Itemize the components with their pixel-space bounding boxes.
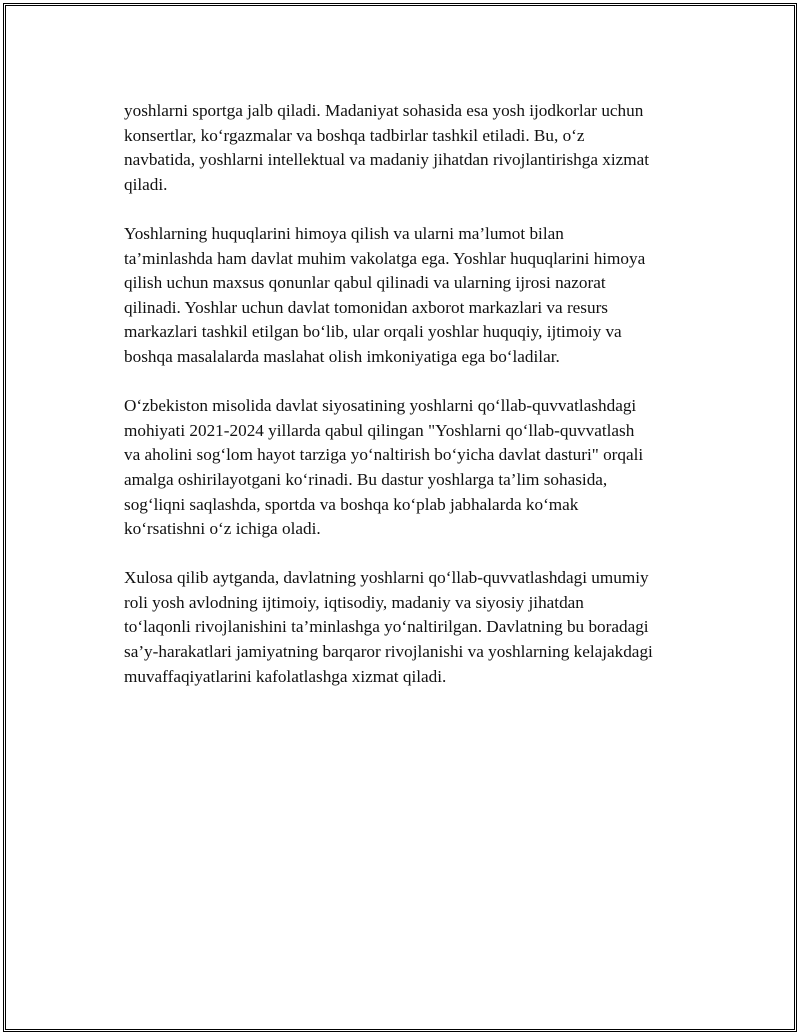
paragraph-1 <box>124 99 704 197</box>
paragraph-3 <box>124 394 704 542</box>
text-line: ta’minlashda ham davlat muhim vakolatga ega. Yoshlar huquqlarini himoya <box>124 248 646 268</box>
document-body <box>124 99 704 714</box>
text-line: va aholini sog‘lom hayot tarziga yo‘naltirish bo‘yicha davlat dasturi" orqali <box>124 445 644 465</box>
text-line: konsertlar, ko‘rgazmalar va boshqa tadbirlar tashkil etiladi. Bu, o‘z <box>124 125 585 145</box>
page-frame <box>3 3 797 1032</box>
text-line: sog‘liqni saqlashda, sportda va boshqa ko‘plab jabhalarda ko‘mak <box>124 494 579 514</box>
text-line: roli yosh avlodning ijtimoiy, iqtisodiy, madaniy va siyosiy jihatdan <box>124 592 584 612</box>
text-line: qilish uchun maxsus qonunlar qabul qilinadi va ularning ijrosi nazorat <box>124 273 606 293</box>
text-line: qilinadi. Yoshlar uchun davlat tomonidan axborot markazlari va resurs <box>124 297 609 317</box>
text-line: ko‘rsatishni o‘z ichiga oladi. <box>124 519 321 539</box>
text-line: to‘laqonli rivojlanishini ta’minlashga yo‘naltirilgan. Davlatning bu boradagi <box>124 617 649 637</box>
text-line: qiladi. <box>124 174 168 194</box>
text-line: Yoshlarning huquqlarini himoya qilish va ularni ma’lumot bilan <box>124 223 564 243</box>
text-line: yoshlarni sportga jalb qiladi. Madaniyat sohasida esa yosh ijodkorlar uchun <box>124 101 644 120</box>
text-line: markazlari tashkil etilgan bo‘lib, ular orqali yoshlar huquqiy, ijtimoiy va <box>124 322 622 342</box>
text-line: Xulosa qilib aytganda, davlatning yoshlarni qo‘llab-quvvatlashdagi umumiy <box>124 568 649 588</box>
text-line: mohiyati 2021-2024 yillarda qabul qilingan "Yoshlarni qo‘llab-quvvatlash <box>124 420 635 440</box>
text-line: navbatida, yoshlarni intellektual va madaniy jihatdan rivojlantirishga xizmat <box>124 150 650 170</box>
text-line: muvaffaqiyatlarini kafolatlashga xizmat qiladi. <box>124 666 447 686</box>
text-line: amalga oshirilayotgani ko‘rinadi. Bu dastur yoshlarga ta’lim sohasida, <box>124 469 608 489</box>
paragraph-4 <box>124 566 704 689</box>
text-line: O‘zbekiston misolida davlat siyosatining yoshlarni qo‘llab-quvvatlashdagi <box>124 396 637 416</box>
paragraph-2 <box>124 222 704 370</box>
text-line: boshqa masalalarda maslahat olish imkoniyatiga ega bo‘ladilar. <box>124 346 560 366</box>
text-line: sa’y-harakatlari jamiyatning barqaror rivojlanishi va yoshlarning kelajakdagi <box>124 642 653 662</box>
